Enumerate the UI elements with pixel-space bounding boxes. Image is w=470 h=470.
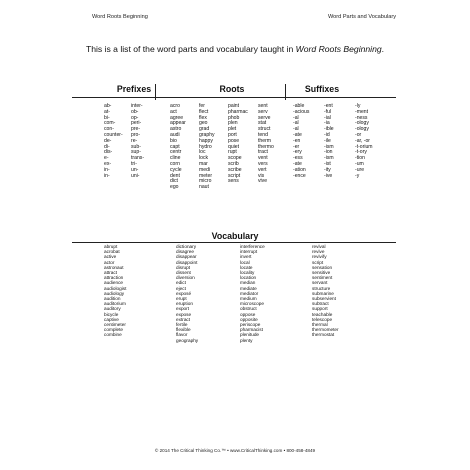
root-column-2 bbox=[199, 104, 215, 191]
suffix-column-3 bbox=[355, 104, 373, 179]
root-column-4-item: struct bbox=[258, 126, 271, 133]
vocabulary-column-3-item: locate bbox=[240, 264, 253, 270]
prefix-column-2-item: re- bbox=[131, 137, 138, 144]
vocabulary-column-2-item: flexible bbox=[176, 327, 191, 333]
root-column-3-item: scribe bbox=[228, 166, 242, 173]
prefix-column-2-item: sub- bbox=[131, 143, 141, 150]
suffix-column-3-item: -ment bbox=[355, 108, 369, 115]
vocabulary-column-3-item: local bbox=[240, 259, 250, 265]
prefix-column-1-item: counter- bbox=[104, 131, 123, 138]
vocabulary-column-2-item: eruption bbox=[176, 301, 193, 307]
vocabulary-column-2-item: flavor bbox=[176, 332, 188, 338]
root-column-3-item: quiet bbox=[228, 143, 240, 150]
suffix-column-2-item: -ile bbox=[324, 137, 331, 144]
prefix-column-1-item: con- bbox=[104, 126, 114, 133]
vocabulary-column-4-item: subtract bbox=[312, 301, 329, 307]
root-column-1-item: audi bbox=[170, 131, 180, 138]
prefixes-heading: Prefixes bbox=[116, 84, 152, 94]
root-column-4-item: thermo bbox=[258, 143, 274, 150]
suffix-column-2-item: -ful bbox=[324, 108, 332, 115]
prefix-column-2-item: uni- bbox=[131, 172, 140, 179]
root-column-4-item: serve bbox=[258, 114, 271, 121]
suffix-column-1-item: -al bbox=[293, 114, 299, 121]
suffix-column-1-item: -al bbox=[293, 120, 299, 127]
vocabulary-column-1-item: actor bbox=[104, 259, 115, 265]
intro-end: . bbox=[381, 44, 385, 54]
prefix-column-1-item: at- bbox=[104, 108, 110, 115]
root-column-2-item: medi bbox=[199, 166, 211, 173]
prefix-column-2-item: pro- bbox=[131, 131, 141, 138]
root-column-2-item: lock bbox=[199, 155, 209, 162]
root-column-4-item: tract bbox=[258, 149, 268, 156]
footer: © 2014 The Critical Thinking Co.™ • www.CriticalThinking.com • 800-458-4849 bbox=[154, 448, 316, 453]
root-column-4-item: vers bbox=[258, 160, 268, 167]
root-column-2-item: fer bbox=[199, 103, 205, 109]
vocabulary-column-1-item: captive bbox=[104, 316, 119, 322]
root-column-1-item: corn bbox=[170, 160, 180, 167]
prefix-column-1-item: di- bbox=[104, 143, 110, 150]
prefix-column-1 bbox=[104, 104, 123, 179]
root-column-1-item: astro bbox=[170, 126, 182, 133]
vocabulary-column-4 bbox=[312, 244, 339, 338]
suffix-column-2-item: -ent bbox=[324, 103, 333, 109]
header-left: Word Roots Beginning bbox=[92, 14, 148, 20]
suffix-column-1 bbox=[293, 104, 309, 179]
vocabulary-column-4-item: revive bbox=[312, 249, 325, 255]
vocabulary-column-2 bbox=[176, 244, 198, 343]
vocabulary-column-3-item: location bbox=[240, 275, 257, 281]
vocabulary-column-2-item: dictionary bbox=[176, 244, 197, 249]
prefix-column-2-item: inter- bbox=[131, 103, 143, 109]
prefix-column-2-item: ob- bbox=[131, 108, 139, 115]
vocabulary-column-2-item: disrupt bbox=[176, 264, 191, 270]
vocabulary-column-2-item: disappoint bbox=[176, 259, 198, 265]
vocabulary-column-3-item: locality bbox=[240, 270, 255, 276]
vocabulary-column-4-item: servant bbox=[312, 280, 328, 286]
suffix-column-1-item: -er bbox=[293, 143, 300, 150]
vocabulary-column-3-item: interrupt bbox=[240, 249, 258, 255]
root-column-1-item: dent bbox=[170, 172, 180, 179]
vocabulary-column-1-item: complete bbox=[104, 327, 124, 333]
suffix-column-3-item: -or bbox=[355, 131, 362, 138]
root-column-1-item: acro bbox=[170, 103, 180, 109]
suffix-column-1-item: -ess bbox=[293, 155, 303, 162]
vocabulary-column-4-item: support bbox=[312, 306, 328, 312]
vocabulary-heading: Vocabulary bbox=[211, 231, 259, 241]
root-column-1-item: dict bbox=[170, 178, 178, 185]
vocabulary-column-3-item: median bbox=[240, 280, 256, 286]
suffix-column-2-item: -ity bbox=[324, 166, 331, 173]
root-column-2-item: meter bbox=[199, 172, 213, 179]
vocabulary-column-2-item: expose bbox=[176, 311, 192, 317]
suffix-column-3-item: -ar, -or bbox=[355, 137, 370, 144]
vocabulary-column-4-item: submarine bbox=[312, 290, 334, 296]
vocabulary-column-3-item: obstruct bbox=[240, 306, 257, 312]
root-column-3-item: phob bbox=[228, 114, 240, 121]
prefix-column-1-item: ab- bbox=[104, 103, 112, 109]
vocabulary-column-3-item: mediator bbox=[240, 290, 259, 296]
root-column-1-item: centr bbox=[170, 149, 182, 156]
root-column-1-item: agree bbox=[170, 114, 184, 121]
suffix-column-3-item: -y bbox=[355, 172, 360, 179]
vocabulary-column-4-item: thermometer bbox=[312, 327, 339, 333]
vocabulary-column-3-item: oppose bbox=[240, 311, 256, 317]
prefix-column-1-item: bi- bbox=[104, 114, 110, 121]
root-column-3-item: script bbox=[228, 172, 241, 179]
intro-text bbox=[0, 44, 470, 54]
vocabulary-column-4-item: telescope bbox=[312, 316, 333, 322]
root-column-2-item: flex bbox=[199, 114, 207, 121]
vocabulary-column-3-item: invert bbox=[240, 254, 252, 260]
vocabulary-column-1-item: auditory bbox=[104, 306, 121, 312]
suffix-column-3-item: -ology bbox=[355, 126, 369, 133]
vocabulary-column-1-item: acrobat bbox=[104, 249, 120, 255]
root-column-3-item: scrib bbox=[228, 160, 239, 167]
vocabulary-column-2-item: export bbox=[176, 306, 190, 312]
vocabulary-column-3-item: mediate bbox=[240, 285, 257, 291]
vocabulary-column-1-item: audiology bbox=[104, 290, 125, 296]
vocabulary-column-1 bbox=[104, 244, 126, 338]
vocabulary-column-1-item: bicycle bbox=[104, 311, 119, 317]
root-column-4-item: vent bbox=[258, 155, 268, 162]
suffix-column-3-item: -tion bbox=[355, 155, 365, 162]
suffix-column-2-item: -ive bbox=[324, 172, 333, 179]
prefix-column-2-item: trans- bbox=[131, 155, 145, 162]
root-column-1 bbox=[170, 104, 186, 191]
root-column-1-item: cycle bbox=[170, 166, 182, 173]
vocabulary-column-4-item: sensitive bbox=[312, 270, 331, 276]
suffix-column-2-item: -ible bbox=[324, 126, 334, 133]
suffix-column-1-item: -ate bbox=[293, 131, 302, 138]
prefix-column-1-item: e- bbox=[104, 155, 109, 162]
vocabulary-column-3-item: microscope bbox=[240, 301, 264, 307]
vocabulary-column-2-item: diversion bbox=[176, 275, 195, 281]
prefix-column-1-item: com- bbox=[104, 120, 116, 127]
root-column-3-item: sens bbox=[228, 178, 239, 185]
prefix-column-2-item: peri- bbox=[131, 120, 142, 127]
suffix-column-1-item: -ery bbox=[293, 149, 302, 156]
suffix-column-3-item: -ure bbox=[355, 166, 365, 173]
prefix-column-2-item: tri- bbox=[131, 160, 137, 167]
prefix-column-2-item: pre- bbox=[131, 126, 141, 133]
prefix-column-2 bbox=[131, 104, 144, 179]
vocabulary-column-2-item: disagree bbox=[176, 249, 194, 255]
vocabulary-column-1-item: abrupt bbox=[104, 244, 118, 249]
root-column-4-item: serv bbox=[258, 108, 268, 115]
root-column-2-item: naut bbox=[199, 184, 209, 191]
vocabulary-column-2-item: extract bbox=[176, 316, 191, 322]
root-column-4-item: vive bbox=[258, 178, 268, 185]
suffix-column-3-item: -ly bbox=[355, 103, 361, 109]
suffix-column-3-item: -t-orium bbox=[355, 143, 373, 150]
prefix-column-1-item: dis- bbox=[104, 149, 113, 156]
vocabulary-column-4-item: sentiment bbox=[312, 275, 333, 281]
vocabulary-column-4-item: thermostat bbox=[312, 332, 335, 338]
root-column-3-item: rupt bbox=[228, 149, 237, 156]
root-column-2-item: loc bbox=[199, 149, 206, 156]
suffix-column-3-item: -ology bbox=[355, 120, 369, 127]
suffix-column-1-item: -acious bbox=[293, 108, 310, 115]
vocabulary-column-1-item: audition bbox=[104, 296, 121, 302]
root-column-3-item: pose bbox=[228, 137, 240, 144]
root-column-4-item: vis bbox=[258, 172, 265, 179]
root-column-2-item: graphy bbox=[199, 131, 215, 138]
suffix-column-2-item: -ia bbox=[324, 120, 330, 127]
suffix-column-2-item: -ion bbox=[324, 149, 333, 156]
suffix-column-2-item: -ism bbox=[324, 155, 334, 162]
vocabulary-column-1-item: attract bbox=[104, 270, 118, 276]
suffix-column-2-item: -ial bbox=[324, 114, 331, 121]
root-column-3-item: pharmac bbox=[228, 108, 248, 115]
vocabulary-rule bbox=[72, 242, 396, 243]
vocabulary-column-3-item: medium bbox=[240, 296, 257, 302]
prefix-column-2-item: op- bbox=[131, 114, 139, 121]
vocabulary-column-1-item: auditorium bbox=[104, 301, 126, 307]
word-parts-rule bbox=[72, 97, 396, 98]
vocabulary-column-3-item: pharmacist bbox=[240, 327, 263, 333]
root-column-1-item: bio bbox=[170, 137, 177, 144]
root-column-2-item: geo bbox=[199, 120, 208, 127]
root-column-4-item: vert bbox=[258, 166, 267, 173]
vocabulary-column-3-item: plenty bbox=[240, 337, 253, 343]
root-column-2-item: flect bbox=[199, 108, 209, 115]
root-column-2-item: mar bbox=[199, 160, 208, 167]
vocabulary-column-2-item: geography bbox=[176, 337, 199, 343]
vocabulary-column-4-item: script bbox=[312, 259, 324, 265]
vocabulary-column-2-item: edict bbox=[176, 280, 186, 286]
root-column-2-item: hydro bbox=[199, 143, 212, 150]
vocabulary-column-1-item: centimeter bbox=[104, 322, 126, 328]
prefix-column-2-item: sup- bbox=[131, 149, 141, 156]
vocabulary-column-2-item: dissent bbox=[176, 270, 191, 276]
root-column-2-item: micro bbox=[199, 178, 212, 185]
suffix-column-1-item: -ation bbox=[293, 166, 306, 173]
vocabulary-column-1-item: audiologist bbox=[104, 285, 127, 291]
suffix-column-3-item: -ness bbox=[355, 114, 368, 121]
root-column-4-item: sent bbox=[258, 103, 268, 109]
vocabulary-column-2-item: exposé bbox=[176, 290, 192, 296]
vocabulary-column-1-item: attraction bbox=[104, 275, 124, 281]
prefix-column-1-item: ex- bbox=[104, 160, 112, 167]
root-column-4-item: tend bbox=[258, 131, 268, 138]
root-column-4 bbox=[258, 104, 274, 185]
vocabulary-column-2-item: disappear bbox=[176, 254, 197, 260]
suffix-column-1-item: -able bbox=[293, 103, 305, 109]
suffix-column-2-item: -id bbox=[324, 131, 330, 138]
prefix-column-1-item: in- bbox=[104, 172, 110, 179]
prefix-column-2-item: un- bbox=[131, 166, 139, 173]
root-column-3-item: plen bbox=[228, 120, 238, 127]
vocabulary-column-1-item: astronaut bbox=[104, 264, 124, 270]
root-column-1-item: appear bbox=[170, 120, 186, 127]
vocabulary-column-3-item: opposite bbox=[240, 316, 258, 322]
suffix-column-3-item: -t-ory bbox=[355, 149, 367, 156]
vocabulary-column-1-item: combine bbox=[104, 332, 122, 338]
root-column-1-item: act bbox=[170, 108, 177, 115]
vocabulary-column-3-item: interference bbox=[240, 244, 265, 249]
vocabulary-column-2-item: eject bbox=[176, 285, 186, 291]
prefix-column-1-item: de- bbox=[104, 137, 112, 144]
vocabulary-column-3-item: periscope bbox=[240, 322, 261, 328]
vocabulary-column-2-item: fertile bbox=[176, 322, 188, 328]
suffixes-heading: Suffixes bbox=[304, 84, 340, 94]
vocabulary-column-4-item: structure bbox=[312, 285, 331, 291]
vocabulary-column-4-item: subservient bbox=[312, 296, 336, 302]
vocabulary-column-3 bbox=[240, 244, 265, 343]
suffix-column-2 bbox=[324, 104, 334, 179]
vocabulary-column-1-item: audience bbox=[104, 280, 124, 286]
root-column-2-item: grad bbox=[199, 126, 210, 133]
suffix-column-1-item: -ate bbox=[293, 160, 302, 167]
header-right: Word Parts and Vocabulary bbox=[328, 14, 396, 20]
root-column-1-item: capt bbox=[170, 143, 180, 150]
suffix-column-2-item: -ism bbox=[324, 143, 334, 150]
suffix-column-3-item: -um bbox=[355, 160, 364, 167]
prefix-column-1-item: in- bbox=[104, 166, 110, 173]
vocabulary-column-3-item: plenitude bbox=[240, 332, 260, 338]
root-column-4-item: stat bbox=[258, 120, 267, 127]
intro-body: This is a list of the word parts and vocabulary taught in bbox=[85, 44, 296, 54]
vocabulary-column-2-item: erupt bbox=[176, 296, 187, 302]
roots-heading: Roots bbox=[219, 84, 245, 94]
root-column-1-item: ego bbox=[170, 184, 179, 191]
root-column-4-item: therm bbox=[258, 137, 272, 144]
vocabulary-column-1-item: active bbox=[104, 254, 117, 260]
suffix-column-2-item: -ist bbox=[324, 160, 331, 167]
vocabulary-column-4-item: thermal bbox=[312, 322, 328, 328]
root-column-2-item: happy bbox=[199, 137, 213, 144]
suffix-column-1-item: -ence bbox=[293, 172, 306, 179]
root-column-3-item: plet bbox=[228, 126, 237, 133]
intro-title: Word Roots Beginning bbox=[295, 44, 382, 54]
root-column-3 bbox=[228, 104, 248, 185]
suffix-column-1-item: -al bbox=[293, 126, 299, 133]
vocabulary-column-4-item: revivify bbox=[312, 254, 327, 260]
root-column-1-item: cline bbox=[170, 155, 181, 162]
root-column-3-item: port bbox=[228, 131, 237, 138]
vocabulary-column-4-item: revival bbox=[312, 244, 326, 249]
vocabulary-column-4-item: sensation bbox=[312, 264, 333, 270]
suffix-column-1-item: -en bbox=[293, 137, 301, 144]
vocabulary-column-4-item: teachable bbox=[312, 311, 333, 317]
root-column-3-item: paint bbox=[228, 103, 240, 109]
root-column-3-item: scope bbox=[228, 155, 242, 162]
